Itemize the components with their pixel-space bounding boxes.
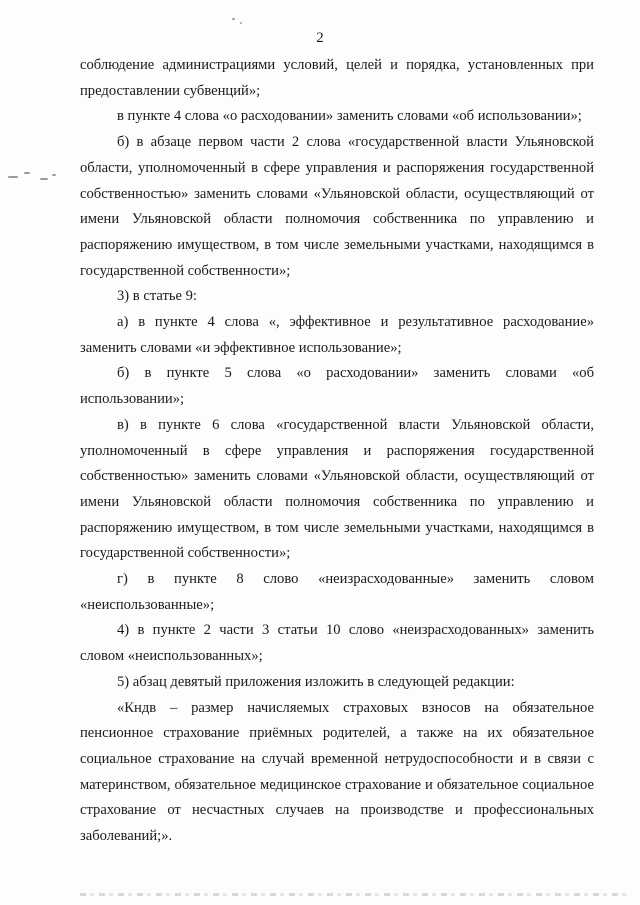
- paragraph: 3) в статье 9:: [117, 288, 197, 305]
- scan-speck: [8, 176, 18, 178]
- paragraph: в) в пункте 6 слова «государственной власти Ульяновской области, уполномоченный в сфере управления и распоряжения государственной собственностью» заменить словами «Ульяновской области, осуществляющий от имени Ульяновской области полномочия собственника по управлению и распоряжению имуществом, в том числе земельными участками, находящимся в государственной собственности»;: [80, 416, 594, 562]
- paragraph: г) в пункте 8 слово «неизрасходованные» заменить словом «неиспользованные»;: [80, 571, 594, 613]
- paragraph: в пункте 4 слова «о расходовании» заменить словами «об использовании»;: [117, 108, 582, 125]
- scan-speck: [40, 178, 48, 180]
- page-number: 2: [316, 30, 324, 46]
- paragraph: б) в абзаце первом части 2 слова «государственной власти Ульяновской области, уполномоченный в сфере управления и распоряжения государственной собственностью» заменить словами «Ульяновской области, осуществляющий от имени Ульяновской области полномочия собственника по управлению и распоряжению имуществом, в том числе земельными участками, находящимся в государственной собственности»;: [80, 134, 594, 279]
- scan-speck: [232, 18, 235, 20]
- paragraph: 5) абзац девятый приложения изложить в следующей редакции:: [117, 673, 515, 690]
- paragraph: 4) в пункте 2 части 3 статьи 10 слово «неизрасходованных» заменить словом «неиспользованных»;: [80, 622, 594, 665]
- paragraph: соблюдение администрациями условий, целей и порядка, установленных при предоставлении субвенций»;: [80, 57, 594, 99]
- paragraph: б) в пункте 5 слова «о расходовании» заменить словами «об использовании»;: [80, 365, 594, 408]
- scan-speck: [24, 172, 30, 174]
- paragraph: «Кндв – размер начисляемых страховых взносов на обязательное пенсионное страхование приёмных родителей, а также на их обязательное социальное страхование на случай временной нетрудоспособности и в связи с материнством, обязательное медицинское страхование и обязательное социальное страхование от несчастных случаев на производстве и профессиональных заболеваний;».: [80, 699, 594, 845]
- scan-speck: [240, 22, 242, 24]
- document-body: [80, 53, 594, 850]
- scan-speck: [52, 174, 56, 176]
- paragraph: а) в пункте 4 слова «, эффективное и результативное расходование» заменить словами «и эффективное использование»;: [80, 314, 594, 356]
- scan-edge-noise: [80, 893, 630, 896]
